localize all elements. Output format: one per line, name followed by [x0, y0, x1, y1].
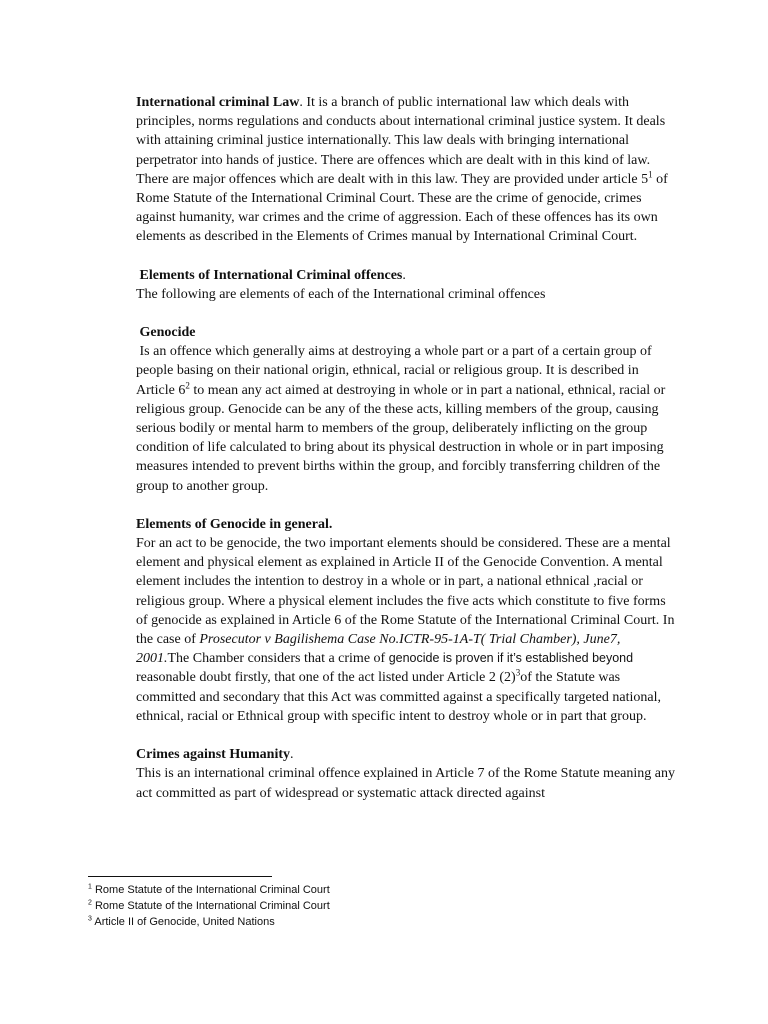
case-citation: Prosecutor v Bagilishema Case No.ICTR-95-1A-T( Trial Chamber), June7, 2001.: [136, 632, 621, 667]
humanity-paragraph: This is an international criminal offence explained in Article 7 of the Rome Statute meaning any act committed as part of widespread or systematic attack directed against: [136, 766, 675, 801]
footnote-ref-2[interactable]: 2: [185, 379, 190, 390]
footnote-3: $^3$ Article II of Genocide, United Nations: [88, 915, 275, 928]
genocide-heading-line: [136, 323, 676, 342]
genocide-general-heading: Elements of Genocide in general.: [136, 516, 333, 532]
genocide-heading: Genocide: [139, 325, 196, 341]
genocide-general-heading-line: [136, 515, 676, 534]
footnote-ref-3[interactable]: 3: [515, 667, 521, 678]
genocide-general-paragraph: For an act to be genocide, the two important elements should be considered. These are a mental element and physical element as explained in Article II of the Genocide Convention. A mental element includes the intention to destroy in a whole or in part, a national ethnical ,racial or religious group. Where a physical element includes the five acts which constitute to five forms of genocide as explained in Article 6 of the Rome Statute of the International Criminal Court. In the case of Prosecutor v Bagilishema Case No.ICTR-95-1A-T( Trial Chamber), June7, 2001.The Chamber considers that a crime of genocide is proven if it’s established beyond reasonable doubt firstly, that one of the act listed under Article 2 $(2)^3of$ the Statute was committed and secondary that this Act was committed against a specifically targeted national, ethnical, racial or Ethnical group with specific intent to destroy whole or in part that group.: [136, 536, 675, 724]
footnote-1: $^1$ Rome Statute of the International Criminal Court: [88, 883, 330, 896]
elements-heading: Elements of International Criminal offences: [139, 267, 403, 283]
intro-paragraph: International criminal Law. It is a branch of public international law which deals with principles, norms regulations and conducts about international criminal justice system. It deals with attaining criminal justice internationally. This law deals with bringing international perpetrator into hands of justice. There are offences which are dealt with in this kind of law. There are major offences which are dealt with in this law. They are provided under article $5^1$ of Rome Statute of the International Criminal Court. These are the crime of genocide, crimes against humanity, war crimes and the crime of aggression. Each of these offences has its own elements as described in the Elements of Crimes manual by International Criminal Court.: [136, 95, 668, 245]
body-text: [136, 93, 676, 803]
footnote-2: $^2$ Rome Statute of the International Criminal Court: [88, 899, 330, 912]
intro-heading: International criminal Law: [136, 95, 300, 110]
humanity-heading-line: Crimes against Humanity.: [136, 747, 294, 763]
elements-heading-line: Elements of International Criminal offences.: [139, 267, 406, 283]
footnote-ref-1[interactable]: 1: [648, 169, 653, 180]
elements-paragraph: The following are elements of each of the International criminal offences: [136, 286, 546, 302]
genocide-paragraph: Is an offence which generally aims at destroying a whole part or a part of a certain group of people basing on their national origin, ethnical, racial or religious group. It is described in Article $6^2$ to mean any act aimed at destroying in whole or in part a national, ethnical, racial or religious group. Genocide can be any of the these acts, killing members of the group, causing serious bodily or mental harm to members of the group, deliberately inflicting on the group condition of life calculated to bring about its physical destruction in whole or in part imposing measures intended to prevent births within the group, and forcibly transferring children of the group to another group.: [136, 344, 666, 494]
footnote-divider: [88, 876, 272, 877]
footnotes: [88, 882, 688, 930]
humanity-heading: Crimes against Humanity: [136, 747, 290, 763]
